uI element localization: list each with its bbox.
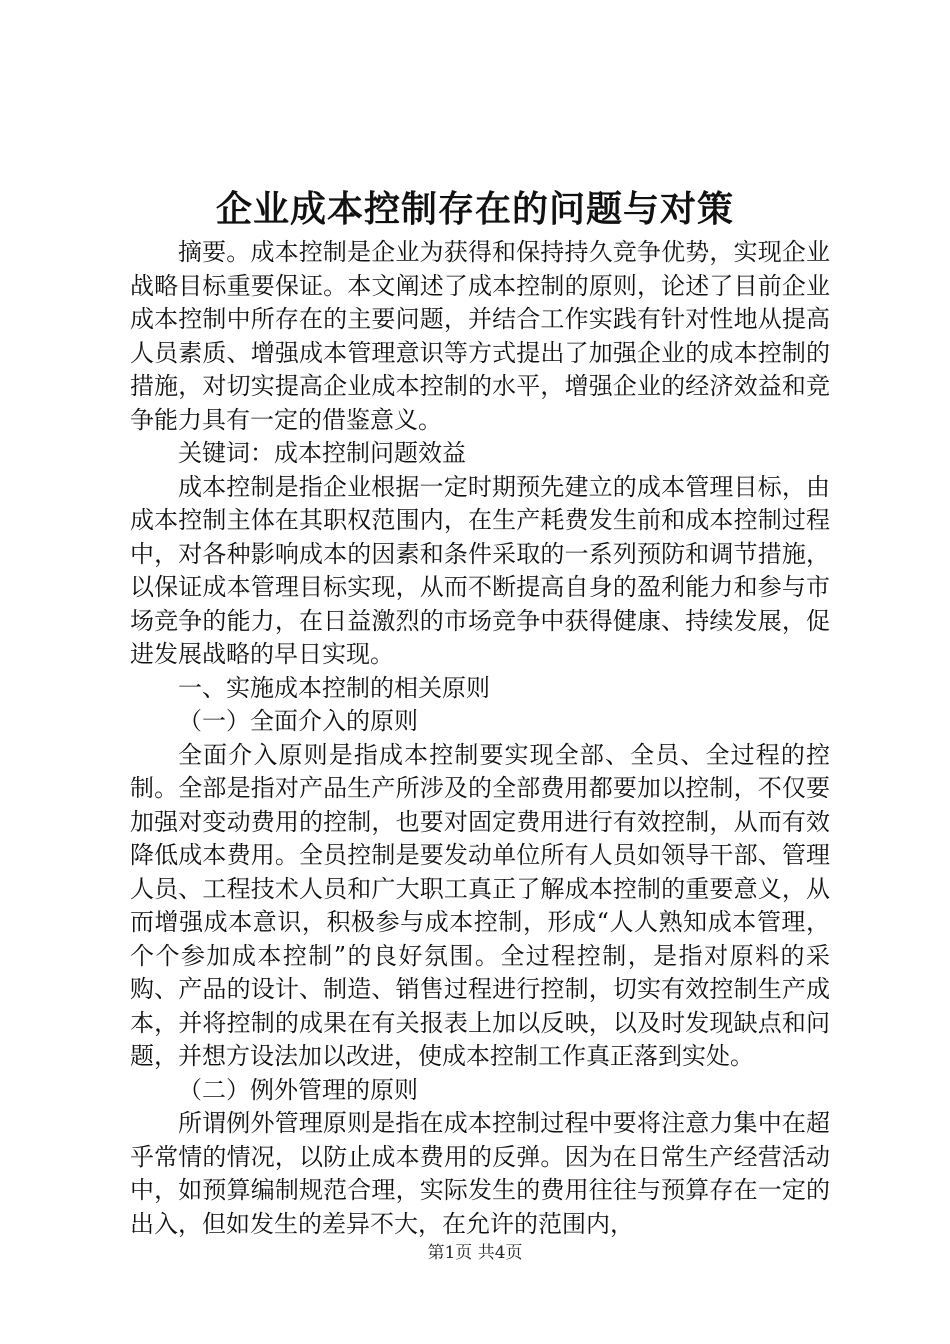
keywords-paragraph: 关键词：成本控制问题效益 xyxy=(178,439,466,467)
subsection-1-paragraph: 全面介入原则是指成本控制要实现全部、全员、全过程的控制。全部是指对产品生产所涉及的全部费用都要加以控制，不仅要加强对变动费用的控制，也要对固定费用进行有效控制，从而有效降低成本费用。全员控制是要发动单位所有人员如领导干部、管理人员、工程技术人员和广大职工真正了解成本控制的重要意义，从而增强成本意识，积极参与成本控制，形成“人人熟知成本管理，个个参加成本控制”的良好氛围。全过程控制，是指对原料的采购、产品的设计、制造、销售过程进行控制，切实有效控制生产成本，并将控制的成果在有关报表上加以反映，以及时发现缺点和问题，并想方设法加以改进，使成本控制工作真正落到实处。 xyxy=(130,740,830,1070)
subsection-heading-2: （二）例外管理的原则 xyxy=(178,1075,418,1104)
intro-paragraph: 成本控制是指企业根据一定时期预先建立的成本管理目标，由成本控制主体在其职权范围内，在生产耗费发生前和成本控制过程中，对各种影响成本的因素和条件采取的一系列预防和调节措施，以保证成本管理目标实现，从而不断提高自身的盈利能力和参与市场竞争的能力，在日益激烈的市场竞争中获得健康、持续发展，促进发展战略的早日实现。 xyxy=(130,472,830,668)
section-heading-1: 一、实施成本控制的相关原则 xyxy=(178,673,490,702)
document-title: 企业成本控制存在的问题与对策 xyxy=(215,188,734,230)
abstract-paragraph: 摘要。成本控制是企业为获得和保持持久竞争优势，实现企业战略目标重要保证。本文阐述了成本控制的原则，论述了目前企业成本控制中所存在的主要问题，并结合工作实践有针对性地从提高人员素质、增强成本管理意识等方式提出了加强企业的成本控制的措施，对切实提高企业成本控制的水平，增强企业的经济效益和竞争能力具有一定的借鉴意义。 xyxy=(130,238,830,434)
document-body xyxy=(130,236,830,1241)
subsection-2-paragraph: 所谓例外管理原则是指在成本控制过程中要将注意力集中在超乎常情的情况，以防止成本费用的反弹。因为在日常生产经营活动中，如预算编制规范合理，实际发生的费用往往与预算存在一定的出入，但如发生的差异不大，在允许的范围内， xyxy=(130,1109,830,1238)
subsection-heading-1: （一）全面介入的原则 xyxy=(178,707,418,735)
page-footer: 第1页 共4页 xyxy=(427,1243,523,1263)
